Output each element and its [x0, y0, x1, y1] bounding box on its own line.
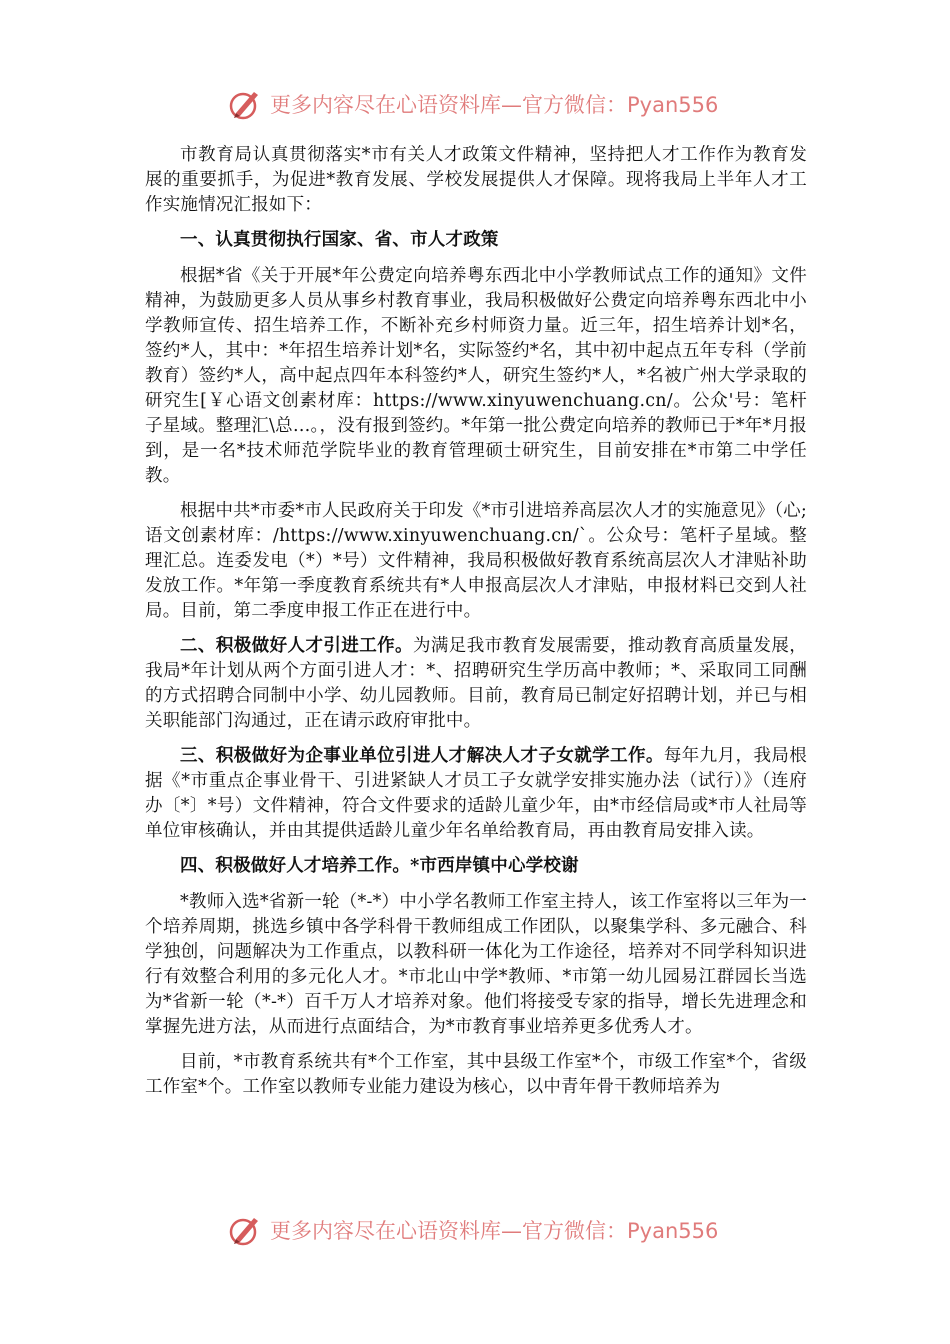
footer-banner: [228, 1210, 718, 1250]
header-banner-text: 更多内容尽在心语资料库—官方微信：Pyan556: [270, 93, 719, 117]
header-banner: [228, 84, 718, 124]
body-paragraph: 根据*省《关于开展*年公费定向培养粤东西北中小学教师试点工作的通知》文件精神，为鼓励更多人员从事乡村教育事业，我局积极做好公费定向培养粤东西北中小学教师宣传、招生培养工作，不断补充乡村师资力量。近三年，招生培养计划*名，签约*人，其中：*年招生培养计划*名，实际签约*名，其中初中起点五年专科（学前教育）签约*人，高中起点四年本科签约*人，研究生签约*人，*名被广州大学录取的研究生[￥心语文创素材库：https://www.xinyuwenchuang.cn/。公众'号：笔杆子星域。整理汇\总…。，没有报到签约。*年第一批公费定向培养的教师已于*年*月报到，是一名*技术师范学院毕业的教育管理硕士研究生，目前安排在*市第二中学任教。: [145, 266, 807, 486]
section-heading-2: 二、积极做好人才引进工作。: [180, 636, 413, 656]
section-heading-4: 四、积极做好人才培养工作。*市西岸镇中心学校谢: [180, 856, 579, 876]
section-heading-3: 三、积极做好为企事业单位引进人才解决人才子女就学工作。: [180, 746, 664, 766]
document-body: [145, 143, 807, 1110]
section-paragraph-2: [145, 634, 807, 734]
intro-paragraph: 市教育局认真贯彻落实*市有关人才政策文件精神，坚持把人才工作作为教育发展的重要抓手，为促进*教育发展、学校发展提供人才保障。现将我局上半年人才工作实施情况汇报如下：: [145, 145, 807, 215]
body-paragraph: 目前，*市教育系统共有*个工作室，其中县级工作室*个，市级工作室*个，省级工作室*个。工作室以教师专业能力建设为核心，以中青年骨干教师培养为: [145, 1052, 807, 1097]
pen-logo-icon: [228, 86, 264, 122]
section-paragraph-3: [145, 744, 807, 844]
footer-banner-text: 更多内容尽在心语资料库—官方微信：Pyan556: [270, 1219, 719, 1243]
body-paragraph: 根据中共*市委*市人民政府关于印发《*市引进培养高层次人才的实施意见》（心;语文创素材库：/https://www.xinyuwenchuang.cn/`。公众号：笔杆子星域。整理汇总。连委发电（*）*号）文件精神，我局积极做好教育系统高层次人才津贴补助发放工作。*年第一季度教育系统共有*人申报高层次人才津贴，申报材料已交到人社局。目前，第二季度申报工作正在进行中。: [145, 501, 807, 621]
section-heading-1: 一、认真贯彻执行国家、省、市人才政策: [180, 230, 499, 250]
section-text-2: 为满足我市教育发展需要，推动教育高质量发展，我局*年计划从两个方面引进人才：*、招聘研究生学历高中教师；*、采取同工同酬的方式招聘合同制中小学、幼儿园教师。目前，教育局已制定好招聘计划，并已与相关职能部门沟通过，正在请示政府审批中。: [145, 636, 807, 731]
pen-logo-icon: [228, 1212, 264, 1248]
body-paragraph: *教师入选*省新一轮（*-*）中小学名教师工作室主持人，该工作室将以三年为一个培养周期，挑选乡镇中各学科骨干教师组成工作团队，以聚集学科、多元融合、科学独创，问题解决为工作重点，以教科研一体化为工作途径，培养对不同学科知识进行有效整合利用的多元化人才。*市北山中学*教师、*市第一幼儿园易江群园长当选为*省新一轮（*-*）百千万人才培养对象。他们将接受专家的指导，增长先进理念和掌握先进方法，从而进行点面结合，为*市教育事业培养更多优秀人才。: [145, 892, 807, 1037]
section-text-3: 每年九月，我局根据《*市重点企事业骨干、引进紧缺人才员工子女就学安排实施办法（试行）》（连府办〔*〕*号）文件精神，符合文件要求的适龄儿童少年，由*市经信局或*市人社局等单位审核确认，并由其提供适龄儿童少年名单给教育局，再由教育局安排入读。: [145, 746, 807, 841]
